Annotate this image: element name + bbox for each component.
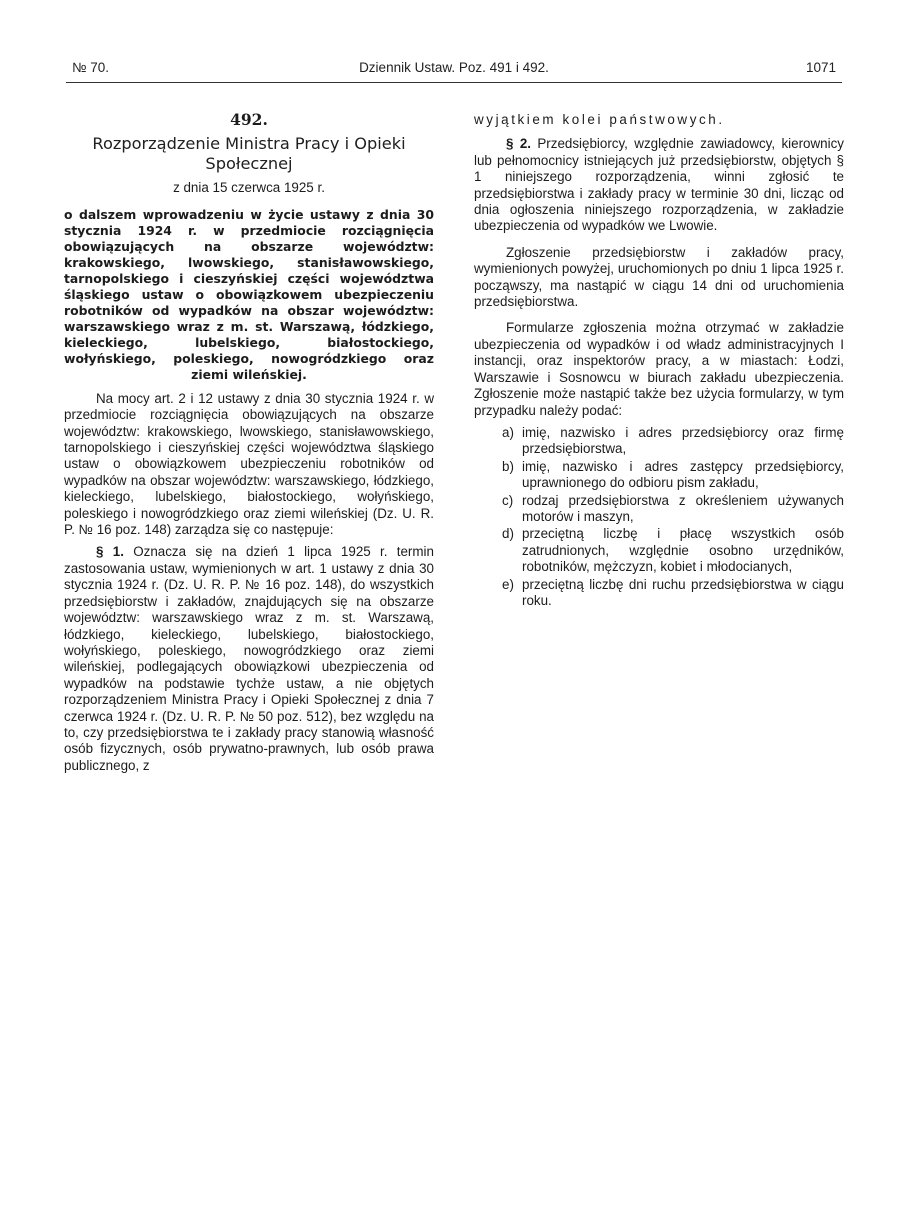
list-item-letter: c) [502, 492, 514, 508]
list-item-text: imię, nazwisko i adres zastępcy przedsiębiorcy, uprawnionego do odbioru pism zakładu, [522, 458, 844, 491]
right-column [474, 112, 844, 610]
list-item-letter: e) [502, 576, 514, 592]
list-item-letter: b) [502, 458, 514, 474]
journal-reference: Dziennik Ustaw. Poz. 491 i 492. [359, 60, 549, 75]
header-rule [66, 82, 842, 83]
section-1-exception: wyjątkiem kolei państwowych. [474, 112, 725, 127]
section-1-paragraph [64, 544, 434, 774]
list-item-text: imię, nazwisko i adres przedsiębiorcy oraz firmę przedsiębiorstwa, [522, 424, 844, 457]
section-1-continuation [474, 112, 844, 128]
list-item-text: przeciętną liczbę i płacę wszystkich osób zatrudnionych, względnie osobno urzędników, robotników, mężczyzn, kobiet i młodocianych, [522, 526, 844, 575]
list-item-text: rodzaj przedsiębiorstwa z określeniem używanych motorów i maszyn, [522, 492, 844, 524]
list-item [474, 493, 844, 526]
list-item-letter: d) [502, 526, 514, 542]
section-2-text: Przedsiębiorcy, względnie zawiadowcy, kierownicy lub pełnomocnicy istniejących już przedsiębiorstw, objętych § 1 niniejszego rozporządzenia, winni zgłosić te przedsiębiorstwa i zakłady pracy w terminie 30 dni, licząc od dnia ogłoszenia niniejszego rozporządzenia, w zakładzie ubezpieczenia od wypadków we Lwowie. [474, 136, 844, 234]
section-2-paragraph-2: Zgłoszenie przedsiębiorstw i zakładów pracy, wymienionych powyżej, uruchomionych po dniu 1 lipca 1925 r. począwszy, ma nastąpić w ciągu 14 dni od uruchomienia przedsiębiorstwa. [474, 244, 844, 310]
list-item [474, 577, 844, 610]
page-number: 1071 [805, 60, 836, 75]
section-1-label: § 1. [96, 544, 124, 560]
section-2-paragraph-3: Formularze zgłoszenia można otrzymać w zakładzie ubezpieczenia od wypadków i od władz administracyjnych I instancji, oraz inspektorów pracy, a w miastach: Łodzi, Warszawie i Sosnowcu w biurach zakładu ubezpieczenia. Zgłoszenie może nastąpić także bez użycia formularzy, w tym przypadku należy podać: [474, 320, 844, 418]
list-item-text: przeciętną liczbę dni ruchu przedsiębiorstwa w ciągu roku. [522, 576, 844, 608]
list-item [474, 425, 844, 458]
section-2-label: § 2. [506, 136, 531, 152]
document-subject: o dalszem wprowadzeniu w życie ustawy z dnia 30 stycznia 1924 r. w przedmiocie rozciągnięcia obowiązujących na obszarze województw: krakowskiego, lwowskiego, stanisławowskiego, tarnopolskiego i cieszyńskiej części województwa śląskiego ustaw o obowiązkowem ubezpieczeniu robotników od wypadków na obszar województw: warszawskiego wraz z m. st. Warszawą, łódzkiego, kieleckiego, lubelskiego, białostockiego, wołyńskiego, poleskiego, nowogródzkiego oraz ziemi wileńskiej. [64, 206, 434, 382]
section-1-text: Oznacza się na dzień 1 lipca 1925 r. termin zastosowania ustaw, wymienionych w art. 1 ustawy z dnia 30 stycznia 1924 r. (Dz. U. R. P. № 16 poz. 148), do wszystkich przedsiębiorstw i zakładów, znajdujących się na obszarze województw: warszawskiego wraz z m. st. Warszawą, łódzkiego, kieleckiego, lubelskiego, białostockiego, wołyńskiego, poleskiego, nowogródzkiego oraz ziemi wileńskiej, podlegających obowiązkowi ubezpieczenia od wypadków na podstawie tychże ustaw, a nie objętych rozporządzeniem Ministra Pracy i Opieki Społecznej z dnia 7 czerwca 1924 r. (Dz. U. R. P. № 50 poz. 512), bez względu na to, czy przedsiębiorstwa te i zakłady pracy stanowią własność osób fizycznych, osób prywatno-prawnych, lub osób prawa publicznego, z [64, 544, 434, 773]
required-data-list [474, 425, 844, 609]
document-number: 492. [230, 110, 268, 129]
list-item [474, 459, 844, 492]
section-2-paragraph [474, 136, 844, 234]
left-column [64, 112, 434, 780]
running-header [68, 58, 840, 80]
list-item [474, 526, 844, 575]
issue-number: № 70. [72, 60, 109, 75]
preamble-paragraph: Na mocy art. 2 i 12 ustawy z dnia 30 stycznia 1924 r. w przedmiocie rozciągnięcia obowiązujących na obszarze województw: krakowskiego, lwowskiego, stanisławowskiego, tarnopolskiego i cieszyńskiej części województwa śląskiego ustaw o obowiązkowem ubezpieczeniu robotników od wypadków na obszar województw: warszawskiego, łódzkiego, kieleckiego, lubelskiego, białostockiego, wołyńskiego, poleskiego i nowogródzkiego oraz ziemi wileńskiej (Dz. U. R. P. № 16 poz. 148) zarządza się co następuje: [64, 390, 434, 538]
document-title: Rozporządzenie Ministra Pracy i Opieki Społecznej [92, 134, 406, 174]
document-date: z dnia 15 czerwca 1925 r. [173, 180, 325, 196]
list-item-letter: a) [502, 424, 514, 440]
